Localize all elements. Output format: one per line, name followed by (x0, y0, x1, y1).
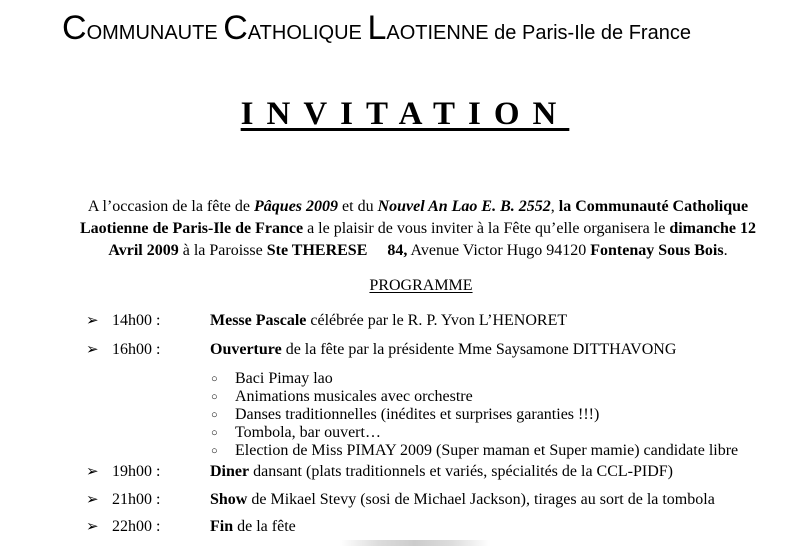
intro-address: Avenue Victor Hugo 94120 (407, 242, 591, 259)
list-item-text: Tombola, bar ouvert… (235, 424, 381, 441)
circle-bullet-icon: ○ (211, 427, 218, 439)
list-item-text: Animations musicales avec orchestre (235, 388, 473, 405)
intro-new-year: Nouvel An Lao E. B. 2552 (377, 198, 551, 215)
header-word-communaute: OMMUNAUTE (86, 22, 224, 44)
list-item (211, 370, 738, 388)
programme-row (86, 462, 674, 482)
programme-row (86, 517, 296, 537)
list-item-text: Baci Pimay lao (235, 370, 333, 387)
intro-text: et du (338, 198, 378, 215)
intro-text: A l’occasion de la fête de (87, 198, 255, 215)
row-time: 21h00 : (112, 491, 161, 508)
arrow-icon: ➢ (86, 342, 99, 358)
row-time: 19h00 : (112, 463, 161, 480)
row-title: Messe Pascale (210, 312, 307, 329)
header-initial-l: L (367, 9, 387, 47)
festivities-list (211, 370, 738, 460)
header-initial-c2: C (223, 9, 248, 47)
row-time: 22h00 : (112, 518, 161, 535)
intro-easter: Pâques 2009 (254, 198, 339, 215)
circle-bullet-icon: ○ (211, 373, 218, 385)
intro-parish: Ste THERESE (266, 242, 368, 259)
arrow-icon: ➢ (86, 464, 99, 480)
arrow-icon: ➢ (86, 519, 99, 535)
row-title: Show (210, 491, 248, 508)
row-description: de Mikael Stevy (sosi de Michael Jackson), tirages au sort de la tombola (247, 491, 715, 508)
intro-text: a le plaisir de vous inviter à la Fête qu’elle organisera le (303, 220, 670, 237)
intro-street-number: 84, (387, 242, 408, 259)
organization-header (62, 10, 742, 51)
list-item (211, 424, 738, 442)
intro-text: . (723, 242, 728, 259)
page-title (0, 96, 800, 133)
row-title: Ouverture (210, 341, 282, 358)
circle-bullet-icon: ○ (211, 409, 218, 421)
row-title: Fin (210, 518, 234, 535)
row-description: célébrée par le R. P. Yvon L’HENORET (306, 312, 568, 329)
arrow-icon: ➢ (86, 313, 99, 329)
list-item-text: Danses traditionnelles (inédites et surprises garanties !!!) (235, 406, 600, 423)
title-text: INVITATION (240, 96, 570, 132)
list-item (211, 388, 738, 406)
row-description: dansant (plats traditionnels et variés, spécialités de la CCL-PIDF) (249, 463, 674, 480)
intro-text: à la Paroisse (178, 242, 267, 259)
scan-smudge (340, 540, 490, 546)
list-item (211, 442, 738, 460)
programme-row (86, 311, 568, 331)
programme-row (86, 490, 715, 510)
circle-bullet-icon: ○ (211, 391, 218, 403)
header-word-catholique: ATHOLIQUE (247, 22, 368, 44)
header-initial-c1: C (62, 9, 87, 47)
intro-community: la Communauté Catholique Laotienne de Paris-Ile de France (80, 198, 749, 237)
arrow-icon: ➢ (86, 492, 99, 508)
circle-bullet-icon: ○ (211, 445, 218, 457)
intro-spacer (367, 242, 387, 259)
list-item-text: Election de Miss PIMAY 2009 (Super maman et Super mamie) candidate libre (235, 442, 739, 459)
row-time: 16h00 : (112, 341, 161, 358)
intro-date: dimanche 12 Avril 2009 (108, 220, 756, 259)
programme-row (86, 340, 677, 360)
row-description: de la fête par la présidente Mme Saysamone DITTHAVONG (281, 341, 677, 358)
header-word-laotienne: AOTIENNE (386, 22, 489, 44)
header-suffix: de Paris-Ile de France (488, 22, 691, 44)
intro-paragraph (62, 196, 774, 262)
row-title: Diner (210, 463, 250, 480)
row-time: 14h00 : (112, 312, 161, 329)
intro-city: Fontenay Sous Bois (590, 242, 724, 259)
intro-text: , (550, 198, 559, 215)
programme-heading: PROGRAMME (369, 277, 473, 294)
list-item (211, 406, 738, 424)
row-description: de la fête (233, 518, 296, 535)
